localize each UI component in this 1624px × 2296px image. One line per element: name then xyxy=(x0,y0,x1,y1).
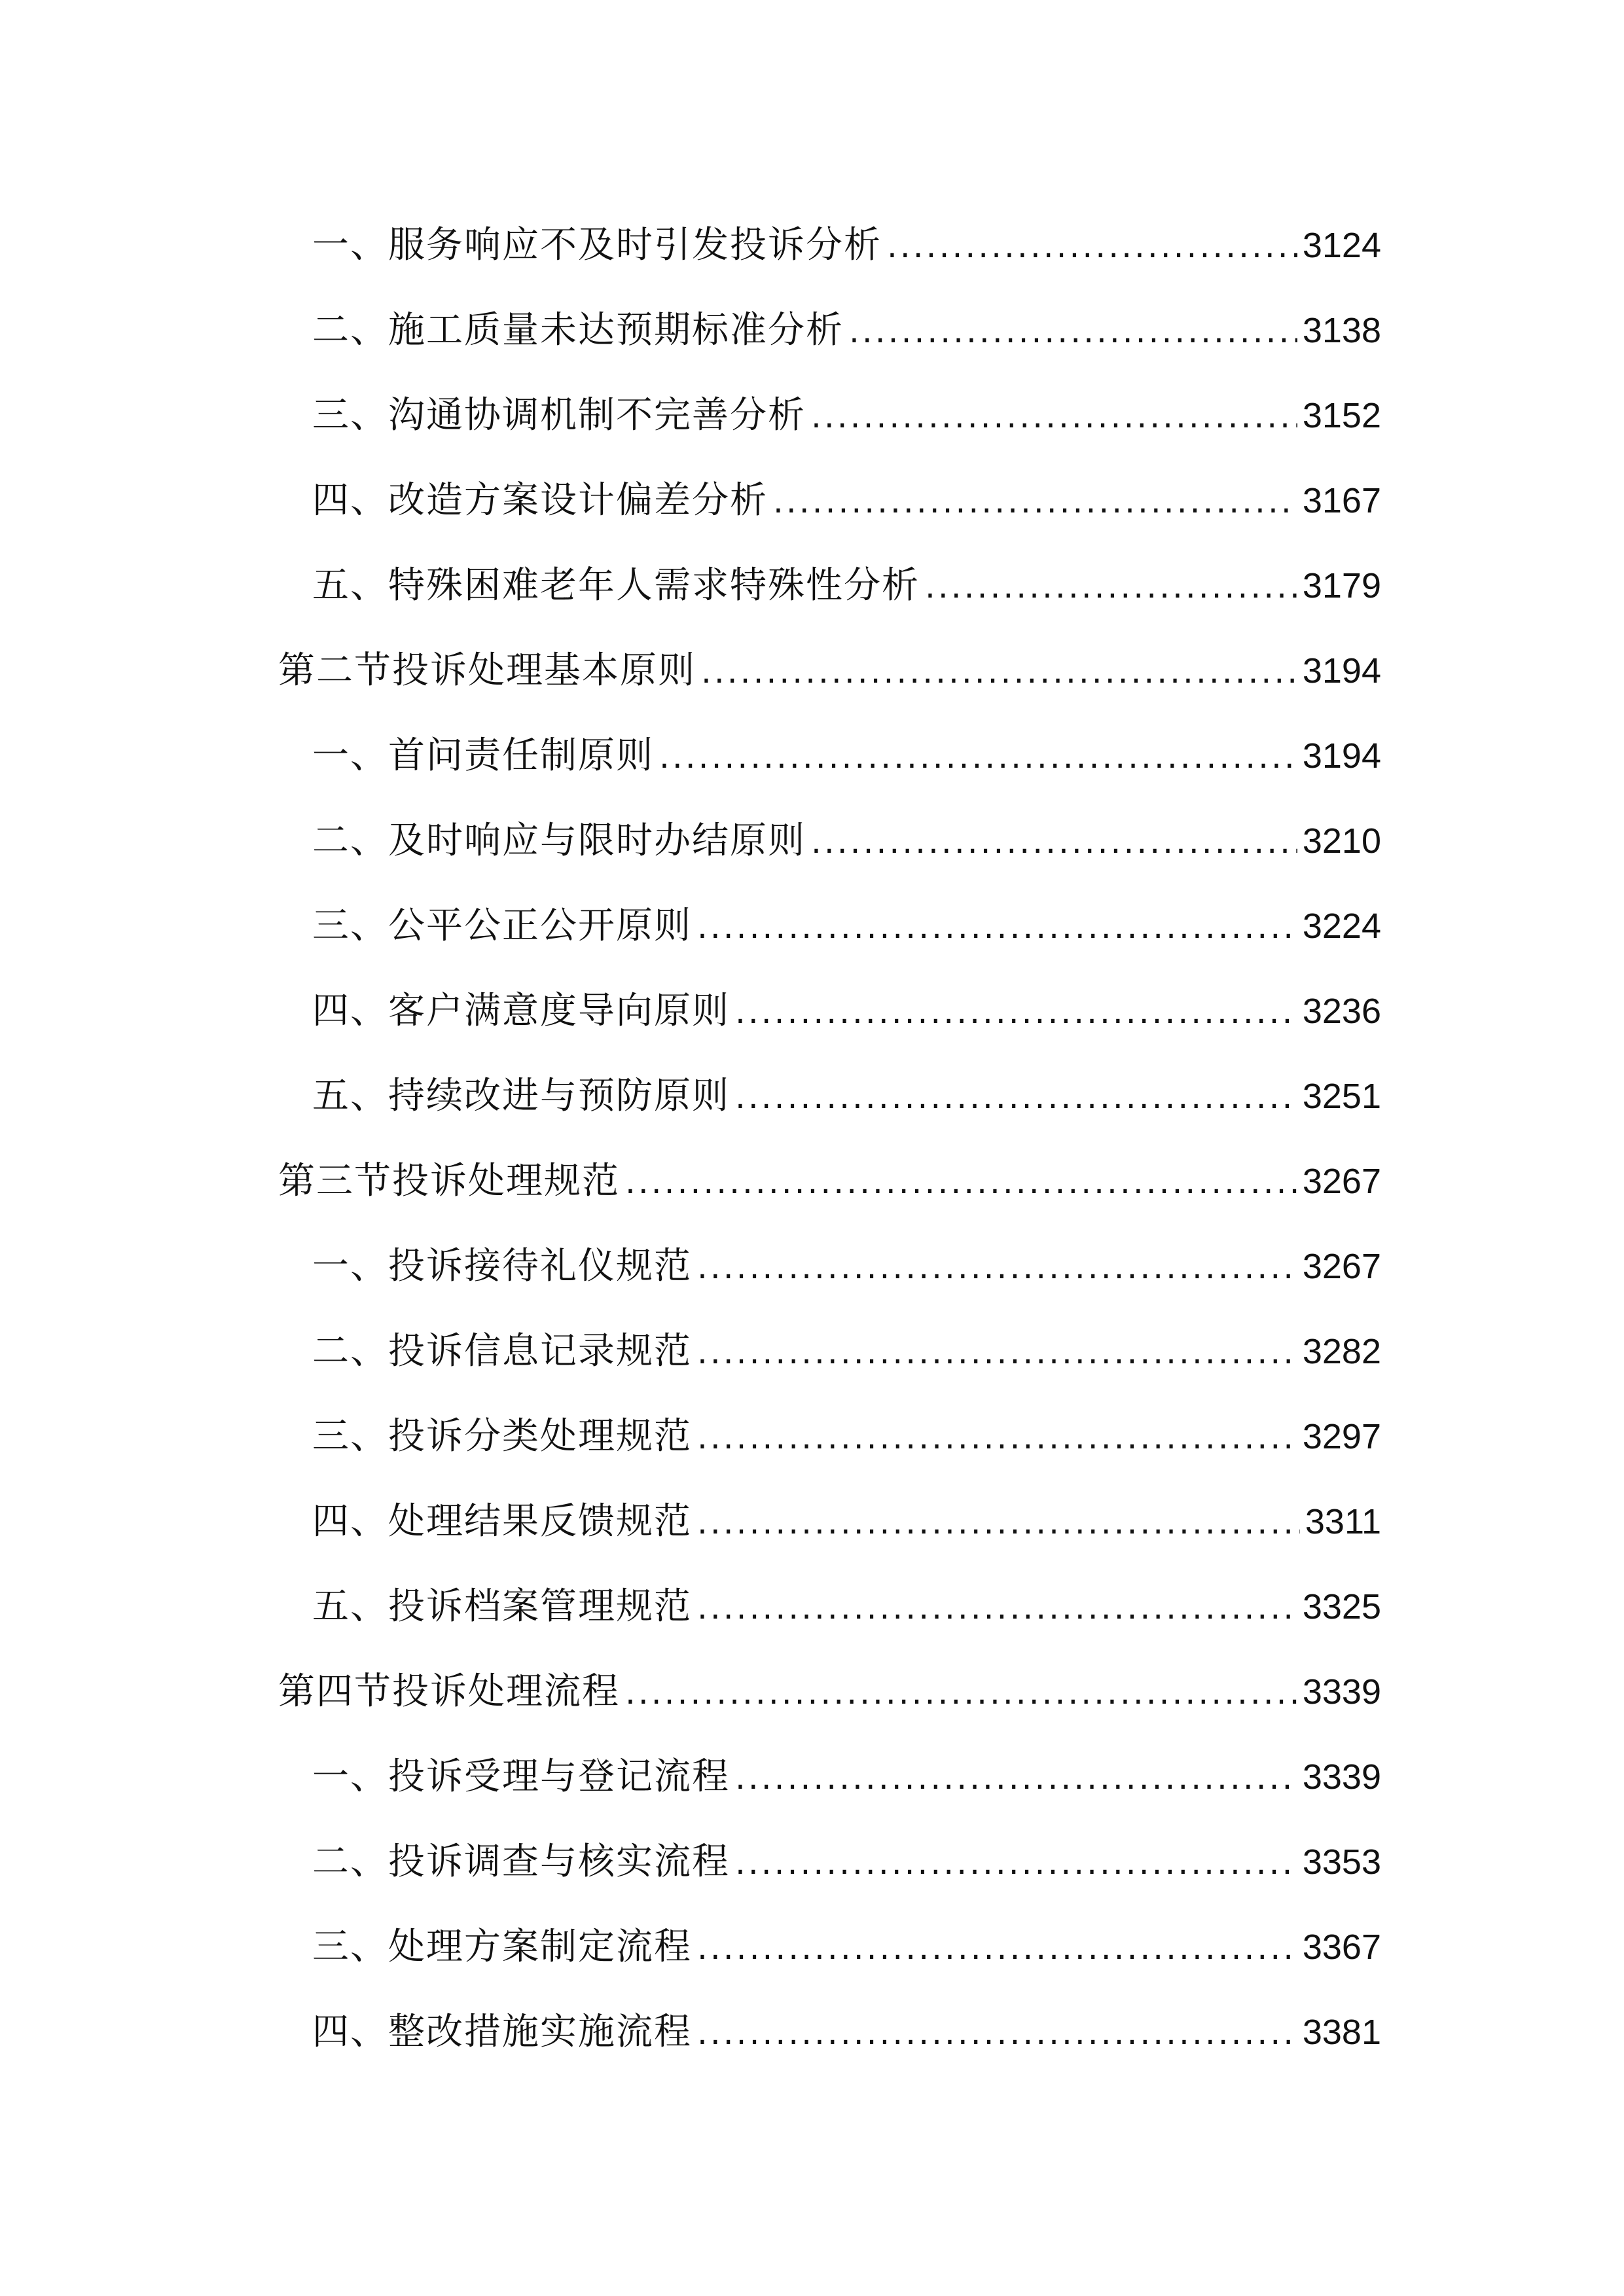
toc-dot-leader xyxy=(625,1650,1297,1735)
toc-entry-title: 第二节投诉处理基本原则 xyxy=(278,649,696,692)
toc-entry-title: 四、客户满意度导向原则 xyxy=(312,990,730,1032)
toc-subsection-entry[interactable] xyxy=(278,1734,1381,1820)
toc-subsection-entry[interactable] xyxy=(278,1990,1381,2075)
toc-subsection-entry[interactable] xyxy=(278,1394,1381,1479)
toc-subsection-entry[interactable] xyxy=(278,458,1381,543)
toc-subsection-entry[interactable] xyxy=(278,969,1381,1054)
toc-section-entry[interactable] xyxy=(278,1139,1381,1224)
toc-dot-leader xyxy=(735,1735,1297,1820)
toc-entry-title: 第四节投诉处理流程 xyxy=(278,1670,620,1713)
toc-entry-title: 一、投诉受理与登记流程 xyxy=(312,1755,730,1798)
toc-subsection-entry[interactable] xyxy=(278,543,1381,628)
toc-section-entry[interactable] xyxy=(278,1649,1381,1734)
toc-entry-title: 第三节投诉处理规范 xyxy=(278,1160,620,1202)
toc-subsection-entry[interactable] xyxy=(278,713,1381,798)
toc-dot-leader xyxy=(697,1225,1297,1310)
toc-entry-page-number: 3339 xyxy=(1302,1672,1381,1712)
toc-subsection-entry[interactable] xyxy=(278,798,1381,884)
toc-section-entry[interactable] xyxy=(278,628,1381,713)
toc-entry-page-number: 3224 xyxy=(1302,906,1381,946)
toc-entry-page-number: 3194 xyxy=(1302,651,1381,691)
toc-subsection-entry[interactable] xyxy=(278,203,1381,288)
toc-subsection-entry[interactable] xyxy=(278,373,1381,458)
toc-dot-leader xyxy=(697,884,1297,969)
toc-dot-leader xyxy=(773,459,1297,544)
toc-entry-title: 三、沟通协调机制不完善分析 xyxy=(312,394,806,437)
toc-entry-page-number: 3210 xyxy=(1302,821,1381,861)
toc-entry-title: 五、持续改进与预防原则 xyxy=(312,1075,730,1117)
toc-dot-leader xyxy=(697,1310,1297,1395)
toc-dot-leader xyxy=(697,1480,1300,1565)
toc-entry-title: 三、投诉分类处理规范 xyxy=(312,1415,692,1458)
toc-subsection-entry[interactable] xyxy=(278,288,1381,373)
toc-entry-title: 五、特殊困难老年人需求特殊性分析 xyxy=(312,564,920,607)
toc-subsection-entry[interactable] xyxy=(278,1479,1381,1564)
toc-entry-page-number: 3311 xyxy=(1305,1502,1381,1541)
toc-entry-page-number: 3367 xyxy=(1302,1928,1381,1967)
toc-entry-title: 一、投诉接待礼仪规范 xyxy=(312,1245,692,1287)
toc-subsection-entry[interactable] xyxy=(278,1309,1381,1394)
toc-dot-leader xyxy=(735,969,1297,1054)
toc-entry-page-number: 3267 xyxy=(1302,1247,1381,1286)
toc-dot-leader xyxy=(735,1820,1297,1905)
toc-entry-title: 三、处理方案制定流程 xyxy=(312,1926,692,1968)
toc-dot-leader xyxy=(697,1905,1297,1990)
toc-dot-leader xyxy=(697,1395,1297,1480)
toc-subsection-entry[interactable] xyxy=(278,1224,1381,1309)
toc-subsection-entry[interactable] xyxy=(278,884,1381,969)
toc-entry-page-number: 3339 xyxy=(1302,1757,1381,1797)
toc-entry-title: 一、首问责任制原则 xyxy=(312,734,654,777)
toc-entry-page-number: 3236 xyxy=(1302,992,1381,1031)
toc-entry-title: 三、公平公正公开原则 xyxy=(312,905,692,947)
toc-entry-page-number: 3353 xyxy=(1302,1842,1381,1882)
toc-entry-page-number: 3138 xyxy=(1302,311,1381,350)
toc-subsection-entry[interactable] xyxy=(278,1564,1381,1649)
toc-entry-page-number: 3325 xyxy=(1302,1587,1381,1626)
toc-dot-leader xyxy=(697,1990,1297,2075)
toc-entry-title: 四、整改措施实施流程 xyxy=(312,2011,692,2053)
toc-dot-leader xyxy=(735,1054,1297,1139)
toc-dot-leader xyxy=(811,799,1297,884)
toc-entry-title: 二、及时响应与限时办结原则 xyxy=(312,819,806,862)
toc-dot-leader xyxy=(625,1139,1297,1225)
toc-entry-page-number: 3282 xyxy=(1302,1332,1381,1371)
toc-entry-title: 一、服务响应不及时引发投诉分析 xyxy=(312,224,882,266)
toc-dot-leader xyxy=(925,544,1297,629)
toc-entry-title: 二、投诉信息记录规范 xyxy=(312,1330,692,1372)
toc-entry-title: 四、处理结果反馈规范 xyxy=(312,1500,692,1543)
toc-entry-page-number: 3179 xyxy=(1302,566,1381,605)
toc-entry-title: 二、投诉调查与核实流程 xyxy=(312,1840,730,1883)
toc-subsection-entry[interactable] xyxy=(278,1905,1381,1990)
toc-dot-leader xyxy=(887,204,1297,289)
toc-entry-page-number: 3167 xyxy=(1302,481,1381,520)
toc-entry-title: 二、施工质量未达预期标准分析 xyxy=(312,309,844,351)
toc-subsection-entry[interactable] xyxy=(278,1054,1381,1139)
toc-dot-leader xyxy=(849,289,1297,374)
toc-entry-page-number: 3297 xyxy=(1302,1417,1381,1456)
toc-entry-title: 五、投诉档案管理规范 xyxy=(312,1585,692,1628)
toc-entry-title: 四、改造方案设计偏差分析 xyxy=(312,479,768,522)
toc-entry-page-number: 3124 xyxy=(1302,226,1381,265)
toc-dot-leader xyxy=(659,714,1297,799)
toc-entry-page-number: 3267 xyxy=(1302,1162,1381,1201)
toc-dot-leader xyxy=(697,1565,1297,1650)
toc-entry-page-number: 3194 xyxy=(1302,736,1381,776)
table-of-contents xyxy=(278,203,1381,2075)
toc-entry-page-number: 3381 xyxy=(1302,2013,1381,2052)
toc-dot-leader xyxy=(701,629,1297,714)
toc-dot-leader xyxy=(811,374,1297,459)
toc-subsection-entry[interactable] xyxy=(278,1820,1381,1905)
toc-entry-page-number: 3251 xyxy=(1302,1077,1381,1116)
toc-entry-page-number: 3152 xyxy=(1302,396,1381,435)
